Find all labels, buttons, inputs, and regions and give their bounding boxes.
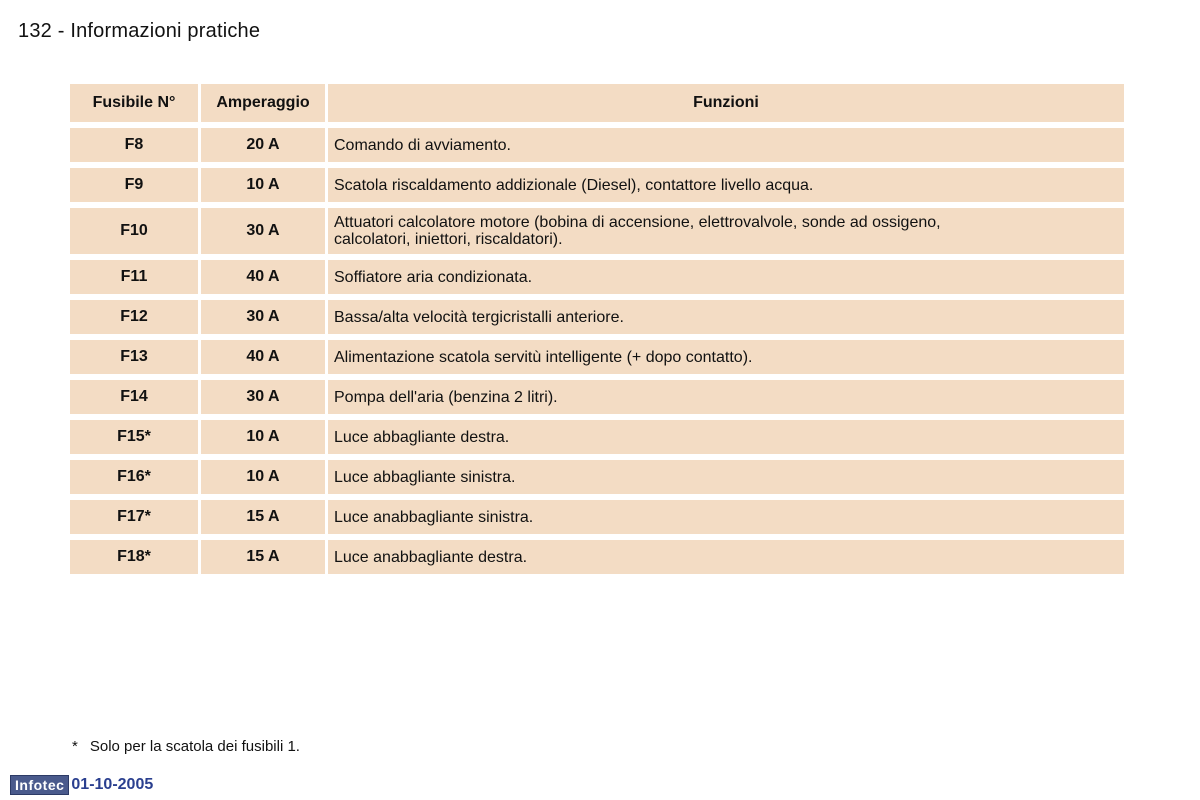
table-row (70, 300, 1124, 334)
page-title: 132 - Informazioni pratiche (18, 20, 261, 42)
fuse-function: Pompa dell'aria (benzina 2 litri). (328, 380, 1124, 414)
fuse-amperage: 10 A (201, 460, 325, 494)
fuse-function (328, 208, 1124, 254)
table-row (70, 380, 1124, 414)
table-row (70, 340, 1124, 374)
fuse-amperage: 30 A (201, 380, 325, 414)
fuse-amperage: 10 A (201, 420, 325, 454)
fuse-function: Luce abbagliante destra. (328, 420, 1124, 454)
fuse-number: F14 (70, 380, 198, 414)
infotec-logo: Infotec (10, 775, 69, 795)
fuse-number: F10 (70, 208, 198, 254)
fuse-function: Comando di avviamento. (328, 128, 1124, 162)
table-row (70, 420, 1124, 454)
table-row (70, 208, 1124, 254)
table-row (70, 460, 1124, 494)
fuse-amperage: 30 A (201, 300, 325, 334)
fuse-number: F9 (70, 168, 198, 202)
header-fuse-number: Fusibile N° (70, 84, 198, 122)
table-header-row (70, 84, 1124, 122)
footnote-marker: * (72, 738, 78, 755)
fuse-amperage: 40 A (201, 340, 325, 374)
fuse-amperage: 15 A (201, 540, 325, 574)
fuse-number: F15* (70, 420, 198, 454)
fuse-amperage: 10 A (201, 168, 325, 202)
fuse-amperage: 40 A (201, 260, 325, 294)
fuse-amperage: 15 A (201, 500, 325, 534)
fuse-number: F11 (70, 260, 198, 294)
fuse-number: F17* (70, 500, 198, 534)
header-amperage: Amperaggio (201, 84, 325, 122)
fuse-table (67, 78, 1127, 580)
table-row (70, 168, 1124, 202)
table-row (70, 540, 1124, 574)
fuse-number: F12 (70, 300, 198, 334)
fuse-amperage: 30 A (201, 208, 325, 254)
fuse-function-line: calcolatori, iniettori, riscaldatori). (334, 231, 563, 248)
fuse-function: Alimentazione scatola servitù intelligente (+ dopo contatto). (328, 340, 1124, 374)
fuse-function: Soffiatore aria condizionata. (328, 260, 1124, 294)
fuse-number: F16* (70, 460, 198, 494)
footnote-text: Solo per la scatola dei fusibili 1. (89, 738, 300, 755)
fuse-number: F18* (70, 540, 198, 574)
fuse-function: Luce anabbagliante destra. (328, 540, 1124, 574)
footer-date: 01-10-2005 (71, 776, 154, 793)
fuse-function: Bassa/alta velocità tergicristalli anteriore. (328, 300, 1124, 334)
table-row (70, 260, 1124, 294)
table-row (70, 500, 1124, 534)
fuse-amperage: 20 A (201, 128, 325, 162)
fuse-function-line: Attuatori calcolatore motore (bobina di accensione, elettrovalvole, sonde ad ossigeno, (334, 214, 941, 231)
table-row (70, 128, 1124, 162)
footer (10, 775, 153, 795)
fuse-function: Scatola riscaldamento addizionale (Diesel), contattore livello acqua. (328, 168, 1124, 202)
fuse-number: F8 (70, 128, 198, 162)
fuse-number: F13 (70, 340, 198, 374)
footnote (72, 738, 300, 755)
header-functions: Funzioni (328, 84, 1124, 122)
fuse-function: Luce anabbagliante sinistra. (328, 500, 1124, 534)
fuse-function: Luce abbagliante sinistra. (328, 460, 1124, 494)
